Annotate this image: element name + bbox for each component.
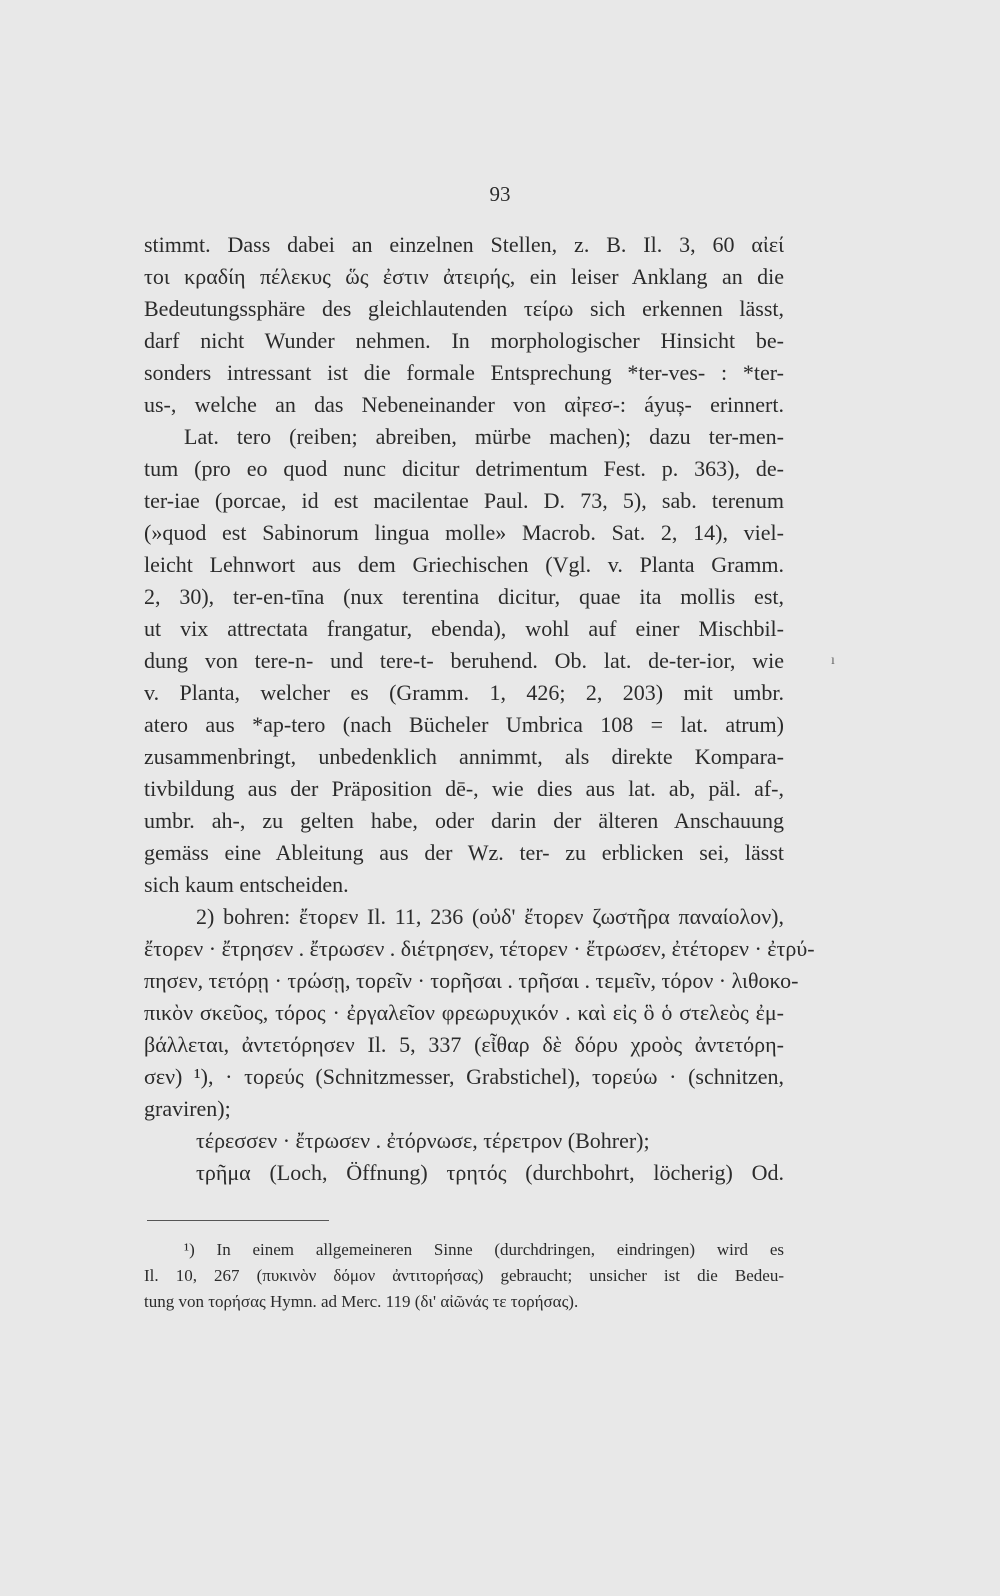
text-line: βάλλεται, ἀντετόρησεν Il. 5, 337 (εἶθαρ δὲ δόρυ χροὸς ἀντετόρη- <box>144 1032 784 1057</box>
text-line: sonders intressant ist die formale Entsprechung *ter-ves- : *ter- <box>144 360 784 385</box>
text-line: πικὸν σκεῦος, τόρος · ἐργαλεῖον φρεωρυχικόν . καὶ εἰς ὃ ὁ στελεὸς ἐμ- <box>144 1000 784 1025</box>
text-line: darf nicht Wunder nehmen. In morphologischer Hinsicht be- <box>144 328 784 353</box>
footnote-divider <box>147 1220 329 1221</box>
text-line: umbr. ah-, zu gelten habe, oder darin der älteren Anschauung <box>144 808 784 833</box>
text-line: graviren); <box>144 1096 231 1121</box>
text-line: dung von tere-n- und tere-t- beruhend. Ob. lat. de-ter-ior, wie <box>144 648 784 673</box>
text-line: leicht Lehnwort aus dem Griechischen (Vgl. v. Planta Gramm. <box>144 552 784 577</box>
text-line: Bedeutungssphäre des gleichlautenden τείρω sich erkennen lässt, <box>144 296 784 321</box>
text-line: stimmt. Dass dabei an einzelnen Stellen, z. B. Il. 3, 60 αἰεί <box>144 232 784 257</box>
text-line: τρῆμα (Loch, Öffnung) τρητός (durchbohrt, löcherig) Od. <box>196 1160 784 1185</box>
text-line: ter-iae (porcae, id est macilentae Paul. D. 73, 5), sab. terenum <box>144 488 784 513</box>
text-line: (»quod est Sabinorum lingua molle» Macrob. Sat. 2, 14), viel- <box>144 520 784 545</box>
text-line: tum (pro eo quod nunc dicitur detrimentum Fest. p. 363), de- <box>144 456 784 481</box>
text-line: τέρεσσεν · ἔτρωσεν . ἐτόρνωσε, τέρετρον (Bohrer); <box>196 1128 650 1153</box>
text-line: ἔτορεν · ἔτρησεν . ἔτρωσεν . διέτρησεν, τέτορεν · ἔτρωσεν, ἐτέτορεν · ἐτρύ- <box>144 936 815 961</box>
text-line: zusammenbringt, unbedenklich annimmt, als direkte Kompara- <box>144 744 784 769</box>
text-line: 2, 30), ter-en-tīna (nux terentina dicitur, quae ita mollis est, <box>144 584 784 609</box>
text-line: 2) bohren: ἔτορεν Il. 11, 236 (οὐδ' ἔτορεν ζωστῆρα παναίολον), <box>196 904 784 929</box>
text-line: atero aus *ap-tero (nach Bücheler Umbrica 108 = lat. atrum) <box>144 712 784 737</box>
footnote-line: ¹) In einem allgemeineren Sinne (durchdringen, eindringen) wird es <box>184 1240 784 1259</box>
text-line: Lat. tero (reiben; abreiben, mürbe machen); dazu ter-men- <box>184 424 784 449</box>
text-line: sich kaum entscheiden. <box>144 872 349 897</box>
text-line: us-, welche an das Nebeneinander von αἰϝεσ-: áyuș- erinnert. <box>144 392 784 417</box>
footnote-line: tung von τορήσας Hymn. ad Merc. 119 (δι' αἰῶνάς τε τορήσας). <box>144 1292 579 1311</box>
text-line: v. Planta, welcher es (Gramm. 1, 426; 2, 203) mit umbr. <box>144 680 784 705</box>
page-number: 93 <box>489 182 511 206</box>
text-line: gemäss eine Ableitung aus der Wz. ter- zu erblicken sei, lässt <box>144 840 784 865</box>
text-line: τοι κραδίη πέλεκυς ὥς ἐστιν ἀτειρής, ein leiser Anklang an die <box>144 264 784 289</box>
margin-mark: ı <box>831 653 835 668</box>
text-line: σεν) ¹), · τορεύς (Schnitzmesser, Grabstichel), τορεύω · (schnitzen, <box>144 1064 784 1089</box>
footnote-line: Il. 10, 267 (πυκινὸν δόμον ἀντιτορήσας) gebraucht; unsicher ist die Bedeu- <box>144 1266 784 1285</box>
text-line: ut vix attrectata frangatur, ebenda), wohl auf einer Mischbil- <box>144 616 784 641</box>
text-line: tivbildung aus der Präposition dē-, wie dies aus lat. ab, päl. af-, <box>144 776 784 801</box>
text-line: πησεν, τετόρῃ · τρώσῃ, τορεῖν · τορῆσαι . τρῆσαι . τεμεῖν, τόρον · λιθοκο- <box>144 968 799 993</box>
